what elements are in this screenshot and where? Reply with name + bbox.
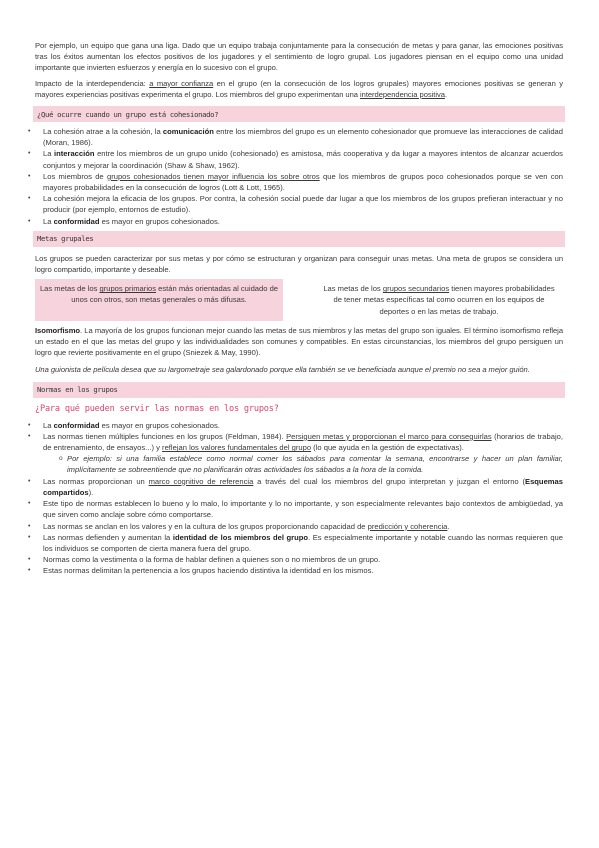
text: Impacto de la interdependencia:	[35, 78, 150, 88]
text: ).	[88, 487, 94, 497]
text: Los miembros de	[43, 171, 107, 181]
list-item: • Este tipo de normas establecen lo bueno y lo malo, lo importante y lo no importante, y son especialmente relevantes bajo contextos de ambigüedad, ya que sirven como anclaje sobre cómo comportarse.	[35, 498, 563, 520]
section-heading-cohesion: ¿Qué ocurre cuando un grupo está cohesionado?	[33, 106, 565, 122]
bold-text: conformidad	[53, 216, 100, 226]
text: están más orientadas al cuidado de unos con otros, son metas generales o más difusas.	[71, 284, 279, 305]
list-item	[35, 476, 563, 498]
norms-bullet-list	[35, 420, 563, 577]
page-content	[35, 40, 563, 577]
text: (lo que ayuda en la gestión de expectativas).	[311, 443, 464, 453]
norms-subheading: ¿Para qué pueden servir las normas en los grupos?	[35, 403, 279, 414]
text: La	[43, 149, 54, 159]
text: Las normas se anclan en los valores y en la cultura de los grupos proporcionando capacidad de	[43, 521, 368, 531]
underlined-text: interdependencia positiva	[360, 89, 445, 99]
isomorphism-paragraph	[35, 325, 563, 359]
goals-comparison	[35, 279, 563, 321]
bold-text: interacción	[54, 149, 95, 159]
bold-text: Isomorfismo	[35, 325, 81, 335]
text: es mayor en grupos cohesionados.	[99, 420, 220, 430]
underlined-text: Persiguen metas y proporcionan el marco para conseguirlas	[286, 431, 492, 441]
text: tienen mayores probabilidades de tener metas específicas tal como ocurren en los equipos de deportes o en las metas de trabajo.	[333, 284, 555, 316]
list-item	[35, 431, 563, 476]
bold-text: conformidad	[53, 420, 100, 430]
text: que los miembros de grupos poco cohesionados porque se ven con mayores probabilidades en la consecución de logros (Lott & Lott, 1965).	[43, 171, 563, 193]
secondary-groups-box	[315, 279, 563, 321]
text: es mayor en grupos cohesionados.	[99, 216, 220, 226]
list-item	[35, 126, 563, 148]
underlined-text: grupos primarios	[99, 284, 157, 294]
text: entre los miembros de un grupo unido (cohesionado) es amistosa, más cooperativa y da lugar a mayores intentos de alcanzar acuerdos conjuntos y mejorar la coordinación (Shaw & Shaw, 1962).	[43, 149, 563, 170]
list-item	[35, 521, 563, 532]
example-paragraph: Una guionista de película desea que su largometraje sea galardonado porque ella también se ve beneficiada aunque el premio no sea a mejor guión.	[35, 365, 530, 375]
list-item	[35, 216, 563, 227]
sub-list	[43, 453, 563, 475]
text: . La mayoría de los grupos funcionan mejor cuando las metas de sus miembros y las metas del grupo son iguales. El término isomorfismo refleja un estado en el que las metas del grupo y las individualidades son comunes y compatibles. En estas circunstancias, los miembros del grupo persiguen un logro que revierte positivamente en el grupo (Sniezek & May, 1990).	[35, 325, 563, 358]
bold-text: identidad de los miembros del grupo	[172, 532, 309, 542]
text: a través del cual los miembros del grupo interpretan y juzgan el entorno (	[253, 476, 525, 486]
underlined-text: grupos cohesionados tienen mayor influencia los sobre otros	[106, 171, 320, 181]
list-item	[35, 171, 563, 193]
cohesion-bullet-list	[35, 126, 563, 227]
text: Las metas de los	[39, 284, 100, 294]
goals-paragraph: Los grupos se pueden caracterizar por sus metas y por cómo se estructuran y organizan para conseguir unas metas. Una meta de grupos se considera un logro compartido, importante y deseable.	[35, 253, 563, 275]
text: Las normas defienden y aumentan la	[43, 532, 173, 542]
text: La	[43, 216, 54, 226]
sub-list-item: o Por ejemplo: si una familia establece como normal comer los sábados para comentar la semana, encontrarse y hacer un plan familiar, implícitamente se sobreentiende que no planificarán otras actividades los sábados a la hora de la comida.	[59, 453, 563, 475]
list-item: • Estas normas delimitan la pertenencia a los grupos haciendo distintiva la identidad en los mismos.	[35, 565, 563, 576]
text: entre los miembros del grupo es un elemento cohesionador que promueve las interacciones de calidad (Moran, 1986).	[43, 127, 563, 148]
text: La cohesión atrae a la cohesión, la	[43, 127, 163, 137]
primary-groups-box	[35, 279, 283, 321]
text: . Es especialmente importante y notable cuando las normas requieren que los individuos se comporten de cierta manera fuera del grupo.	[43, 532, 563, 553]
list-item: • La cohesión mejora la eficacia de los grupos. Por contra, la cohesión social puede dar lugar a que los miembros de los grupos prefieran interactuar y no producir (por ejemplo, entornos de estudio).	[35, 193, 563, 215]
underlined-text: predicción y coherencia	[367, 521, 448, 531]
text: Las normas proporcionan un	[43, 476, 149, 486]
text: La	[43, 420, 54, 430]
bold-text: comunicación	[162, 127, 214, 137]
bold-text: Esquemas compartidos	[43, 476, 563, 497]
text: .	[444, 89, 447, 99]
intro-paragraph-1: Por ejemplo, un equipo que gana una liga. Dado que un equipo trabaja conjuntamente para la consecución de metas y para ganar, las emociones positivas tras los éxitos aumentan los efectos positivos de los jugadores y el sentimiento de logro grupal. Los jugadores piensan en el equipo como una unidad importante que invierten esfuerzos y energía en lo sucesivo con el grupo.	[35, 41, 563, 73]
text: Las metas de los	[323, 284, 383, 294]
section-heading-norms: Normas en los grupos	[33, 382, 565, 398]
list-item	[35, 148, 563, 170]
list-item	[35, 420, 563, 431]
text: Las normas tienen múltiples funciones en los grupos (Feldman, 1984).	[43, 431, 287, 441]
section-heading-goals: Metas grupales	[33, 231, 565, 247]
underlined-text: marco cognitivo de referencia	[148, 476, 254, 486]
intro-paragraph-2	[35, 78, 563, 100]
text: en el grupo (en la consecución de los logros grupales) mayores emociones positivas se generan y mayores experiencias positivas experimenta el grupo. Los miembros del grupo experimentan una	[35, 78, 563, 99]
list-item: • Normas como la vestimenta o la forma de hablar definen a quienes son o no miembros de un grupo.	[35, 554, 563, 565]
text: .	[447, 521, 450, 531]
underlined-text: reflejan los valores fundamentales del grupo	[162, 443, 312, 453]
list-item	[35, 532, 563, 554]
underlined-text: a mayor confianza	[149, 78, 214, 88]
text: (horarios de trabajo, de entrenamiento, de ensayos...) y	[43, 431, 563, 453]
underlined-text: grupos secundarios	[382, 284, 450, 294]
